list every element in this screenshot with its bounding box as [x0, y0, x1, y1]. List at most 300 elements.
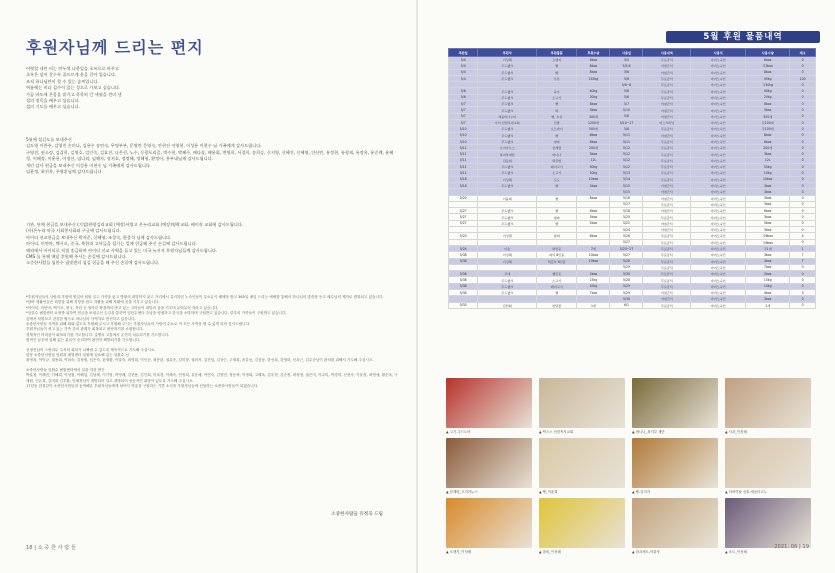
table-cell: 무료급식 [643, 258, 691, 264]
table-cell: 0 [790, 170, 816, 176]
table-cell: 자지노숙인 [691, 164, 746, 170]
table-cell: 3box [746, 195, 790, 201]
table-cell: 0 [790, 107, 816, 113]
note-line: 범직인 꿈우에 업해 있는 분들이 승리하여 완전히 해방되기를 기도합니다. [26, 338, 141, 343]
table-cell: 5/30 [610, 271, 643, 277]
table-cell: 0 [790, 227, 816, 233]
table-cell: 어스크리닝 [643, 119, 691, 125]
table-cell: 빵 [537, 69, 577, 75]
table-cell: 5/29 [610, 289, 643, 295]
table-cell: 주드웰크 [478, 170, 537, 176]
table-cell: 5/5,6 [610, 63, 643, 69]
table-cell: 5/11 [449, 151, 478, 157]
table-cell: 빵 [537, 220, 577, 226]
table-cell: 3box [577, 151, 610, 157]
table-cell: 빵 [537, 208, 577, 214]
table-cell: 8box [746, 101, 790, 107]
page-footer-right: 2021. 06 | 19 [774, 544, 809, 550]
table-cell: 아침간식 [643, 289, 691, 295]
table-cell: 5/4 [449, 57, 478, 63]
table-cell: 6box [746, 208, 790, 214]
table-cell: 5/20~27 [610, 245, 643, 251]
table-cell: 8box [577, 101, 610, 107]
table-cell: 5/10 [449, 138, 478, 144]
note-line: 박효창, 이혜진, 이혜희, 이성철, 이해업, 김남례, 이기영, 박영례, 김현용, 김인희, 아옥경, 이혜숙, 민정희, 유운혜, 이연숙, 김영민, 정동혁, 이정희, 고혜옥, 김우현, 김순정, 최정영, 권은미, 이수미, 박경미, 신현숙, 이윤정, 최영애, 황순옥, 구재원, 인돈희, 김미희 김우환, 인혜정님이 개발되어 일고 대병되어 성공적인 회담이 있도록 기도해 주십시오. [26, 373, 398, 383]
page-footer-left: 18 | 소 중 한 사 람 들 [26, 545, 76, 551]
table-cell: 무료급식 [643, 57, 691, 63]
table-cell: 5/16 [610, 195, 643, 201]
table-cell: 자지노숙인 [691, 220, 746, 226]
donation-photo [725, 438, 811, 488]
table-cell: 10kg [746, 170, 790, 176]
table-cell: 5/24 [449, 245, 478, 251]
table-cell: 소고기 [537, 277, 577, 283]
table-cell: 5/15 [610, 182, 643, 188]
table-header-cell: 후원일 [449, 49, 478, 57]
table-cell: 파이 8인용 [537, 252, 577, 258]
table-cell: 5/26 [610, 233, 643, 239]
table-cell: 자지노숙인 [691, 245, 746, 251]
table-cell: 10box [577, 252, 610, 258]
table-cell: 자지노숙인 [691, 88, 746, 94]
thanks-text: 5월에 섬길도를 보내주신 김도영 이한주, 김영진 손미나, 김용수 송연숙, 무명부부, 문영란 문영숙, 안현진 이영현, 이성용 이현수 님 가족에게 감사드립니다. 구영진, 권소정, 김갑희, 김영호, 김인숙, 김효진, 나은선, 노수, 동광포리즘, 박수현, 박혜수, 배다솔, 배용휘, 변명희, 서경희, 송희승, 신지영, 신혜진, 신혜영, 안산빈, 유정현, 유형재, 유정옥, 윤순례, 윤혜정, 이혜정, 이윤용, 이정선, 임나리, 임해자, 장지호, 정정혜, 정혜형, 황정아, 홍부네님께 감사드립니다. 개인 감사 현금을 보내주신 이성용 이현수 님 가족에게 감사드립니다. 임윤정, 최진옥, 주영훈님께 감사드립니다. [26, 137, 394, 175]
table-cell: 무료급식 [643, 245, 691, 251]
table-cell: 햄만둣 [537, 271, 577, 277]
table-cell: 5/38 [449, 252, 478, 258]
table-cell: 아침간식 [643, 220, 691, 226]
table-cell: 이승 [478, 245, 537, 251]
table-cell: 0 [790, 101, 816, 107]
table-cell: 5/7 [449, 101, 478, 107]
table-cell: 주드웰크 [478, 214, 537, 220]
table-cell: 자지노숙인 [691, 126, 746, 132]
table-cell: 50kg [577, 164, 610, 170]
table-cell: 각1개 [746, 245, 790, 251]
table-cell: 1개 [746, 302, 790, 308]
table-cell: 자지노숙인 [691, 277, 746, 283]
table-cell: 자지노숙인 [691, 176, 746, 182]
table-cell: 10box [577, 258, 610, 264]
table-row [449, 302, 816, 308]
donation-photo [725, 498, 811, 548]
note-line: 최영치, 이덕규, 권용희, 이복숙, 김정철, 임은숙, 윤재환, 이달숙, 최영희, 이인순, 최봉관, 권유송, 김미향, 권의자, 김진임, 김상근, 주재희, 윤유동, 김상동, 한선희, 강영화, 신옥근, 김무순님이 완치를 위해서 기도해 주십시오. [26, 358, 374, 363]
donation-photo [446, 438, 532, 488]
table-cell: 8box [746, 69, 790, 75]
table-cell: 우유 [537, 75, 577, 81]
table-header-cell: 사용일 [610, 49, 643, 57]
table-cell: 3box [746, 296, 790, 302]
table-cell: 1개 [577, 302, 610, 308]
table-cell: 4box [746, 289, 790, 295]
table-cell: 무료급식 [643, 82, 691, 88]
table-cell: 200개 [746, 145, 790, 151]
table-cell: 0 [790, 157, 816, 163]
table-cell: 무료급식 [643, 138, 691, 144]
table-cell: 0 [790, 57, 816, 63]
table-cell: 7box [577, 289, 610, 295]
table-cell: 자지노숙인 [691, 214, 746, 220]
photo-caption: ▲ 빵-김미자 [632, 490, 651, 494]
table-cell: 5/27 [610, 252, 643, 258]
table-cell: 5/12 [610, 151, 643, 157]
donation-photo [632, 498, 718, 548]
table-cell: 7 [790, 252, 816, 258]
table-cell: 5/22 [610, 220, 643, 226]
table-cell: 양파 [537, 138, 577, 144]
table-cell: 1 [790, 245, 816, 251]
table-header-cell: 사용처 [691, 49, 746, 57]
intro-paragraph [26, 66, 398, 111]
table-cell: 0 [790, 220, 816, 226]
table-cell: 6box [577, 208, 610, 214]
table-cell: 5/11 [449, 164, 478, 170]
table-cell: 100 [790, 75, 816, 81]
table-cell: 무료급식 [643, 283, 691, 289]
table-cell: 무료급식 [643, 145, 691, 151]
donation-photo [539, 498, 625, 548]
table-cell: 5/18 [449, 176, 478, 182]
table-cell: 5/7 [449, 113, 478, 119]
table-cell: 8box [577, 132, 610, 138]
table-cell: 바나나 [537, 151, 577, 157]
table-cell: 0 [790, 119, 816, 125]
table-cell: 5/6 [610, 69, 643, 75]
table-cell: 떡김밥 [537, 157, 577, 163]
table-cell: 무료급식 [643, 157, 691, 163]
table-cell: 5/11 [449, 145, 478, 151]
table-cell: 떡 [537, 107, 577, 113]
table-cell: 각100개 [746, 126, 790, 132]
right-page [418, 0, 835, 573]
table-cell: 5/28 [610, 277, 643, 283]
table-cell: 자지노숙인 [691, 302, 746, 308]
table-cell: 빵 [537, 289, 577, 295]
table-cell: 5/28 [610, 258, 643, 264]
table-cell: 4 [790, 233, 816, 239]
table-cell: 6box [746, 138, 790, 144]
table-cell: 주드웰크 [478, 88, 537, 94]
table-cell: 주드웰크 [478, 289, 537, 295]
table-cell: 자지노숙인 [691, 296, 746, 302]
table-cell: 5/7 [449, 119, 478, 125]
table-cell: 자지노숙인 [691, 138, 746, 144]
table-cell: 오지아누스 [478, 145, 537, 151]
table-cell: 빵 [537, 63, 577, 69]
table-cell: 5/6 [449, 94, 478, 100]
table-cell: 12L [746, 157, 790, 163]
table-cell: 빵 [537, 195, 577, 201]
table-cell: 15kg [577, 277, 610, 283]
table-cell: 5/10 [449, 132, 478, 138]
table-cell: 5/24 [610, 227, 643, 233]
table-cell: 수석 선한목자교회 [478, 119, 537, 125]
intro-text: 어렷할 내린 비는 연두색 나뭇잎을 초록으로 바꾸고 초록은 넣어 갈수록 짙프르게 웃을 갈아 입습니다. 조직 하나님만이 할 수 있는 솜씨입니다. 여름에는 비다 겁수이 있는 성으로 가보고 싶습니다. 가끔 바도에 온몸을 맡기고 묵묵히 긴 세월을 견뎌 낸 섬의 정목을 배우고 싶습니다. 섬의 기도를 배우고 싶습니다. [26, 66, 122, 110]
table-cell: 0 [790, 214, 816, 220]
donation-list-badge: 5월 후원 물품내역 [666, 31, 820, 43]
org-thanks-text: 기관, 단체 현금을 보내주신 (기업)한양김리교회 (예장)서빙고 온누리교회 (예장)영락교회, 베이직 교회에 감사드립니다. (사)온누리 약국 사회봉사회와 구글에 감사드립니다. 아이티 선교헌금을 보내주신 박서준, 신혜영, 조창숙, 한종석 님께 감사드립니다. 아이티, 미얀마, 멕시코, 중국, 북한과 고아들을 섬기는 일에 헌금해 주신 손길에 감사드립니다. 해외에서 아이티로 직접 송금하여 아이티 선교 사역을 돕고 있는 미국 뉴저지 후원자님들께 감사드립니다. CMS 를 통해 매달 후원해 주시는 손길에 감사드립니다. 소중한사람들 임한수 필빛센터 섬김 헌금을 해 주신 손길에 감사드립니다. [26, 222, 244, 266]
note-line: 소중한사람들 사역을 위해 회와 없도록 후원해 주시고 후원해 주시는 후원자님들의 사랑이 수요로 이 모든 사역을 할 수 있게 되어 감사드립니다. [26, 322, 251, 327]
table-cell: 5/27 [449, 214, 478, 220]
table-cell: 0 [790, 113, 816, 119]
note-line: 소중한사람들 임환수 필빛센터에서 일을 자강 받은 [26, 367, 105, 372]
table-cell: 5/10 [610, 107, 643, 113]
table-cell: 5/4 [449, 63, 478, 69]
table-cell: 0 [790, 239, 816, 245]
note-line: 경제적인 어려움이 회복되기를 기도합니다. 질병의 고통에서 온전히 치유되기를 기도합니다. [26, 332, 170, 337]
table-cell: 5/4 [449, 75, 478, 81]
table-cell: 3box [746, 258, 790, 264]
table-cell: 5/5 [610, 57, 643, 63]
table-cell: 50kg [746, 164, 790, 170]
table-cell: 주드웰크 [478, 69, 537, 75]
table-cell: 무료급식 [643, 88, 691, 94]
table-cell: 자지노숙인 [691, 75, 746, 81]
table-cell: 주드웰크 [478, 164, 537, 170]
table-cell: 3box [746, 189, 790, 195]
table-cell: 무료급식 [643, 239, 691, 245]
table-cell: 5/27 [449, 220, 478, 226]
table-cell: 한당물 [537, 302, 577, 308]
table-cell: 0 [790, 201, 816, 207]
table-cell: 무료급식 [643, 252, 691, 258]
table-cell: 아침간식 [643, 63, 691, 69]
table-cell: 삼계탕 [537, 145, 577, 151]
table-cell: 빵, 우유 [537, 113, 577, 119]
table-cell: 3box [746, 252, 790, 258]
table-cell: 5/17 [610, 201, 643, 207]
table-cell: 5/12 [610, 145, 643, 151]
table-cell: 5/27 [449, 208, 478, 214]
table-cell: 5/8 [610, 126, 643, 132]
table-cell: 500개 [577, 126, 610, 132]
table-cell: 이성혜 [478, 258, 537, 264]
donation-photo [446, 498, 532, 548]
table-cell: 300개 [577, 113, 610, 119]
photo-caption: ▲ 참외_이성혜 [539, 550, 561, 554]
table-cell: 아침간식 [643, 296, 691, 302]
table-cell: 주드웰크 [478, 132, 537, 138]
table-cell: 돼지고기 [537, 164, 577, 170]
table-cell: 주드웰크 [478, 101, 537, 107]
table-cell: 자지노숙인 [691, 182, 746, 188]
table-cell: 0 [790, 132, 816, 138]
note-line: *함바 생활인들은 희망을 위해 직장을 잡고 자활을 위해 자활에 꿈을 키우고 있습니다. [26, 300, 160, 305]
table-cell: 무료급식 [643, 277, 691, 283]
table-cell: 0 [790, 302, 816, 308]
table-cell: 5/6 [449, 88, 478, 94]
table-cell: 자지노숙인 [691, 195, 746, 201]
page-title: 후원자님께 드리는 편지 [26, 38, 204, 57]
table-cell: 5/18 [449, 182, 478, 188]
table-body [449, 57, 816, 309]
table-cell: 5/29 [610, 264, 643, 270]
table-cell: 참외 [537, 233, 577, 239]
table-cell: 빵 [537, 132, 577, 138]
table-cell: 8box [746, 132, 790, 138]
table-cell: 김선희 [478, 302, 537, 308]
table-cell: 0 [790, 277, 816, 283]
donation-table [448, 48, 816, 309]
table-cell: 3box [577, 182, 610, 188]
table-cell: 자지노숙인 [691, 132, 746, 138]
table-cell: 0 [790, 164, 816, 170]
table-cell: 각6box [746, 239, 790, 245]
table-cell: 5/11 [449, 170, 478, 176]
table-header-cell: 후원수량 [577, 49, 610, 57]
table-cell: 40kg [746, 88, 790, 94]
table-cell: 3box [746, 182, 790, 188]
table-cell: 자지노숙인 [691, 252, 746, 258]
table-cell: 5/33 [449, 302, 478, 308]
table-header-cell: 사용내역 [643, 49, 691, 57]
table-cell: 5/12 [610, 164, 643, 170]
table-cell: 오렌지 [537, 57, 577, 63]
photo-caption: ▲ 고기-주드노어 [446, 430, 471, 434]
table-cell: 0 [790, 182, 816, 188]
table-cell: 빵 [537, 182, 577, 188]
table-cell: 자지노숙인 [691, 283, 746, 289]
table-cell: 아침간식 [643, 182, 691, 188]
table-cell: 5/27 [610, 239, 643, 245]
table-cell: 아침간식 [643, 132, 691, 138]
table-cell: 자지노숙인 [691, 107, 746, 113]
table-cell: 이성혜 [478, 57, 537, 63]
table-cell: 5/30 [610, 296, 643, 302]
table-cell: 5/4 [449, 69, 478, 75]
table-cell: 각30kg [746, 82, 790, 88]
table-cell: 3 [790, 289, 816, 295]
table-cell: 8box [577, 69, 610, 75]
table-cell: 주드웰크 [478, 182, 537, 188]
table-cell: 5box [577, 220, 610, 226]
table-cell: 10kg [746, 283, 790, 289]
table-cell: 5/18 [610, 208, 643, 214]
table-cell: 주드웰크 [478, 138, 537, 144]
photo-caption: ▲ 포도_이성혜 [725, 550, 747, 554]
table-cell: 0 [790, 176, 816, 182]
table-cell: 6box [577, 57, 610, 63]
table-cell: 10box [577, 176, 610, 182]
table-cell: 자지노숙인 [691, 157, 746, 163]
table-cell: 주드웰크 [478, 283, 537, 289]
table-cell: 0 [790, 271, 816, 277]
table-cell: 0 [790, 138, 816, 144]
table-cell: 포도 [537, 176, 577, 182]
table-cell: 3box [746, 214, 790, 220]
table-cell: 자지노숙인 [691, 239, 746, 245]
table-cell: 자지노숙인 [691, 57, 746, 63]
table-cell: 5/38 [449, 277, 478, 283]
table-cell: 5/6 [610, 75, 643, 81]
table-cell: 0 [790, 151, 816, 157]
table-cell: 12L [577, 157, 610, 163]
table-cell: 소고기 [537, 94, 577, 100]
note-line: *아이티, 미얀마, 멕시코, 중국, 북한 등 열악한 환경에서 받고 있는 고아들이 희망과 꿈을 키우며 무럭무럭 자라고 있습니다. [26, 305, 219, 310]
table-cell: 5/20 [610, 214, 643, 220]
table-cell: 20kg [746, 94, 790, 100]
table-cell: 2box [577, 271, 610, 277]
table-cell: 주드웰크 [478, 220, 537, 226]
table-cell: 자지노숙인 [691, 264, 746, 270]
table-cell: 6box [746, 57, 790, 63]
table-cell: 각6box [746, 233, 790, 239]
table-cell: 각3box [746, 63, 790, 69]
table-cell: 주드웰크 [478, 208, 537, 214]
table-cell: 무료급식 [643, 302, 691, 308]
table-cell: 3box [577, 107, 610, 113]
table-cell: 1200개 [577, 119, 610, 125]
table-cell: 무료급식 [643, 126, 691, 132]
table-cell: 0 [790, 63, 816, 69]
table-cell: 7개 [577, 245, 610, 251]
table-cell: 5/13 [610, 170, 643, 176]
table-cell: 주드웰크 [478, 126, 537, 132]
left-page [0, 0, 417, 573]
table-cell: 300개 [746, 113, 790, 119]
table-cell: 양파 [537, 214, 577, 220]
table-cell: 김밥 [537, 119, 577, 125]
table-cell: 0 [790, 82, 816, 88]
table-cell: 145kg [577, 75, 610, 81]
table-cell: 5/6 [610, 94, 643, 100]
table-cell: 0 [790, 145, 816, 151]
table-cell: 주네 [478, 271, 537, 277]
table-cell: 자지노숙인 [691, 82, 746, 88]
table-cell: 무료급식 [643, 164, 691, 170]
table-cell: 0 [790, 126, 816, 132]
table-cell: 3 [790, 189, 816, 195]
note-line: 함봉 소중한사람들 임원과 필빛센터 임원에 입소해 있는 임환수 님 [26, 353, 129, 358]
table-cell: 자지노숙인 [691, 289, 746, 295]
note-line: *후원자님들의 사랑과 후원에 힘입어 팀원 일고 가족을 잃고 방황의 희망까지 잃고 거리에서 유리하던 노숙인들이 무료급식 혜택을 받고 365일 매일 드리는 예배를 통해서 하나님의 말씀을 듣고 매수님의 제자로 변화되고 있습니다. [26, 295, 384, 299]
photo-caption: ▲ 오렌지_이성혜 [446, 550, 472, 554]
table-cell: 김동현 [478, 157, 537, 163]
table-cell: 무료급식 [643, 94, 691, 100]
donation-photo [446, 378, 532, 428]
table-cell: 각100개 [746, 119, 790, 125]
table-cell: 떡만둣 [537, 245, 577, 251]
table-cell: 자지노숙인 [691, 208, 746, 214]
table-header-cell: 후원자 [478, 49, 537, 57]
table-cell: 주드웰크 [478, 75, 537, 81]
table-cell: 무료급식 [643, 151, 691, 157]
table-cell: 자지노숙인 [691, 233, 746, 239]
table-cell: 이성혜 [478, 176, 537, 182]
table-cell: 5/6 [610, 88, 643, 94]
table-cell: 5/8 [610, 113, 643, 119]
table-cell: 5/11 [449, 157, 478, 163]
table-cell: 오르바이 [537, 126, 577, 132]
table-cell: 45kg [746, 75, 790, 81]
note-line: *임한수 필빛센터 요양중 위하여 헌금을 보내주신 손길을 통하여 임한수센터 주님을 영접하고 한국을 소망하며 구원받고 있습니다. 한우의 가족들이 구원받고 있습니다. [26, 311, 287, 316]
table-cell: 10kg [577, 170, 610, 176]
table-cell: 자지노숙인 [691, 145, 746, 151]
table-cell: 3box [746, 151, 790, 157]
table-cell: 세움터나누미 [478, 113, 537, 119]
org-thanks-paragraph [26, 222, 398, 267]
table-cell: 무료급식 [643, 75, 691, 81]
table-cell: 자지노숙인 [691, 170, 746, 176]
table-cell: 10box [746, 176, 790, 182]
table-cell: 0 [790, 208, 816, 214]
photo-caption: ▲ 바나나_복지부 재단 [632, 430, 665, 434]
table-cell: 자지노숙인 [691, 69, 746, 75]
donation-photo [725, 378, 811, 428]
table-cell: 무료급식 [643, 214, 691, 220]
table-cell: 8box [577, 195, 610, 201]
table-cell: 이성혜 [478, 233, 537, 239]
table-cell: 0 [790, 69, 816, 75]
